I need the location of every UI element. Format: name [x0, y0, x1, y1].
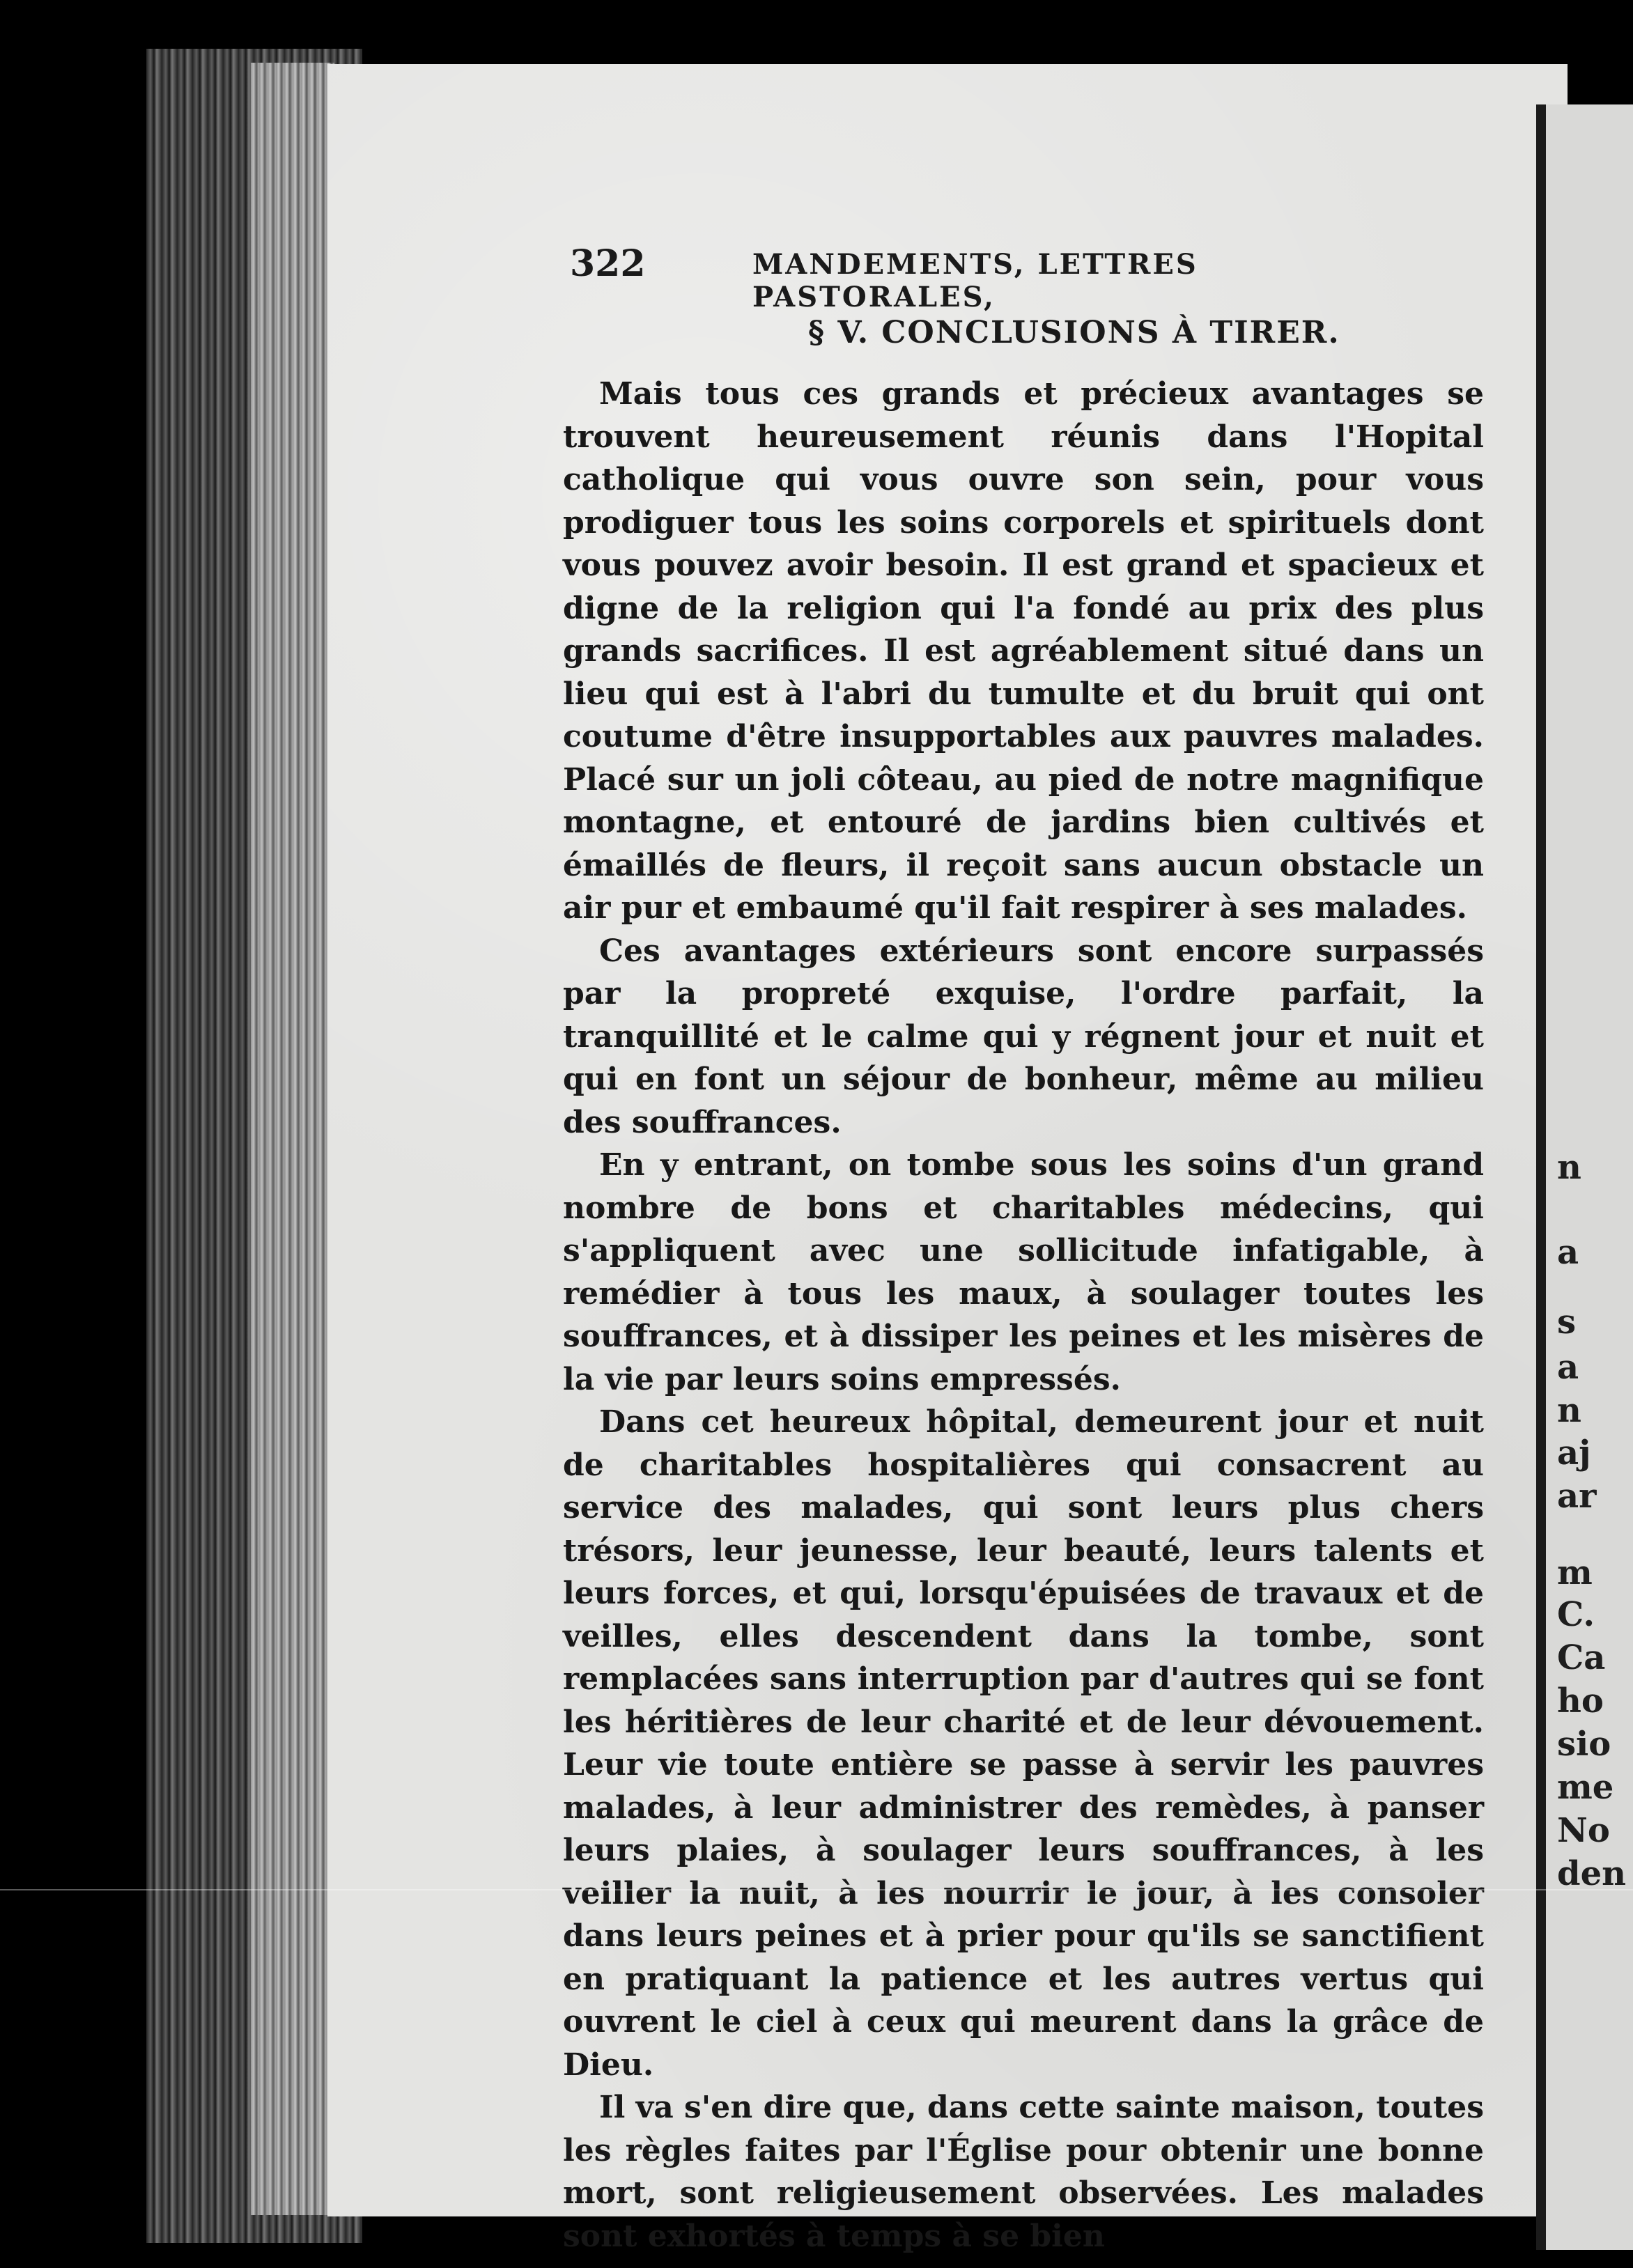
- paragraph: Mais tous ces grands et précieux avantages se trouvent heureusement réunis dans l'Hopital catholique qui vous ouvre son sein, pour vous prodiguer tous les soins corporels et spirituels dont vous pouvez avoir besoin. Il est grand et spacieux et digne de la religion qui l'a fondé au prix des plus grands sacrifices. Il est agréablement situé dans un lieu qui est à l'abri du tumulte et du bruit qui ont coutume d'être insupportables aux pauvres malades. Placé sur un joli côteau, au pied de notre magnifique montagne, et entouré de jardins bien cultivés et émaillés de fleurs, il reçoit sans aucun obstacle un air pur et embaumé qu'il fait respirer à ses malades.: [563, 376, 1484, 926]
- facing-page-fragment: n: [1557, 1391, 1581, 1430]
- page-number: 322: [570, 242, 646, 285]
- body-text: [563, 373, 1484, 2258]
- paragraph: Dans cet heureux hôpital, demeurent jour et nuit de charitables hospitalières qui consacrent au service des malades, qui sont leurs plus chers trésors, leur jeunesse, leur beauté, leurs talents et leurs forces, et qui, lorsqu'épuisées de travaux et de veilles, elles descendent dans la tombe, sont remplacées sans interruption par d'autres qui se font les héritières de leur charité et de leur dévouement. Leur vie toute entière se passe à servir les pauvres malades, à leur administrer des remèdes, à panser leurs plaies, à soulager leurs souffrances, à les veiller la nuit, à les nourrir le jour, à les consoler dans leurs peines et à prier pour qu'ils se sanctifient en pratiquant la patience et les autres vertus qui ouvrent le ciel à ceux qui meurent dans la grâce de Dieu.: [563, 1404, 1484, 2083]
- facing-page-fragment: Ca: [1557, 1638, 1606, 1677]
- facing-page-fragment: s: [1557, 1303, 1577, 1342]
- facing-page-fragment: a: [1557, 1348, 1579, 1387]
- section-heading: § V. CONCLUSIONS À TIRER.: [808, 315, 1340, 350]
- facing-page-fragment: m: [1557, 1553, 1593, 1592]
- book-page-edges-inner: [251, 63, 334, 2215]
- scan-artifact-line: [0, 1889, 1633, 1890]
- paragraph: En y entrant, on tombe sous les soins d'un grand nombre de bons et charitables médecins, qui s'appliquent avec une sollicitude infatigable, à remédier à tous les maux, à soulager toutes les souffrances, et à dissiper les peines et les misères de la vie par leurs soins empressés.: [563, 1147, 1484, 1397]
- facing-page-fragment: ar: [1557, 1477, 1597, 1516]
- paragraph: Il va s'en dire que, dans cette sainte maison, toutes les règles faites par l'Église pour obtenir une bonne mort, sont religieusement observées. Les malades sont exhortés à temps à se bien: [563, 2090, 1484, 2254]
- facing-page-fragment: den: [1557, 1854, 1626, 1893]
- running-head: [570, 242, 1364, 313]
- facing-page-fragment: a: [1557, 1233, 1579, 1272]
- facing-page-fragment: ho: [1557, 1681, 1604, 1721]
- facing-page-fragment: me: [1557, 1768, 1614, 1807]
- facing-page-fragment: No: [1557, 1811, 1610, 1850]
- facing-page-slice: [1536, 104, 1633, 2250]
- facing-page-fragment: sio: [1557, 1725, 1611, 1764]
- facing-page-fragment: n: [1557, 1148, 1581, 1187]
- facing-page-fragment: aj: [1557, 1434, 1591, 1473]
- running-title: MANDEMENTS, LETTRES PASTORALES,: [752, 248, 1198, 313]
- paragraph: Ces avantages extérieurs sont encore surpassés par la propreté exquise, l'ordre parfait, la tranquillité et le calme qui y régnent jour et nuit et qui en font un séjour de bonheur, même au milieu des souffrances.: [563, 933, 1484, 1140]
- facing-page-fragment: C.: [1557, 1595, 1595, 1634]
